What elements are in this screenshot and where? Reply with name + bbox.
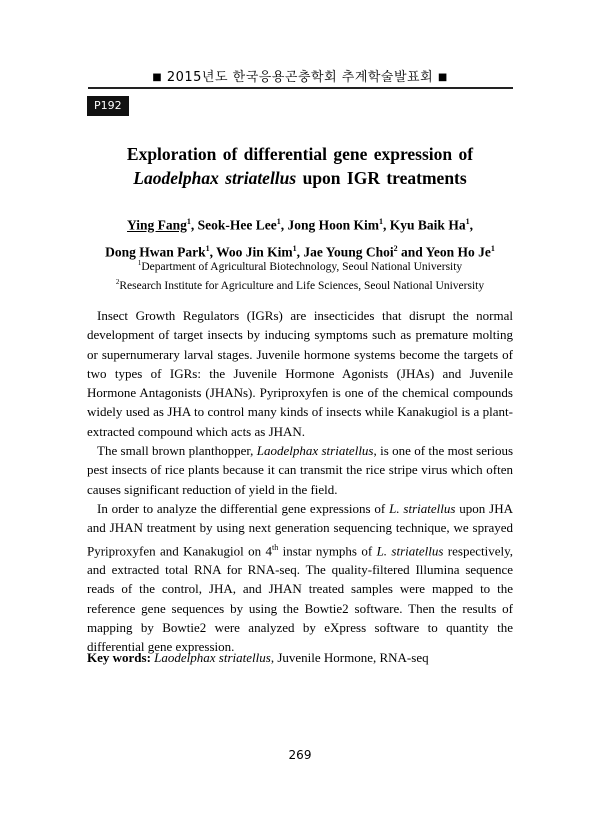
ordinal-superscript: th <box>271 542 279 552</box>
author-affiliation-mark: 1 <box>186 217 191 226</box>
conference-title: 2015년도 한국응용곤충학회 추계학술발표회 <box>166 70 434 85</box>
page-number: 269 <box>288 748 312 762</box>
author-name: Woo Jin Kim <box>216 244 293 259</box>
keywords-label: Key words: <box>87 650 151 665</box>
poster-id-badge: P192 <box>87 96 129 116</box>
text-run: respectively, and extracted total RNA for RNA-seq. The quality-filtered Illumina sequence reads of the control, JHA, and JHAN treated samples were mapped to the reference gene sequences by using the Bowtie2 software. Then the results of mapping by Bowtie2 were analyzed by eXpress software to quantity the differential gene expression. <box>87 542 513 655</box>
keywords <box>87 648 513 667</box>
text-run: , is one of the most serious pest insects of rice plants because it can transmit the rice stripe virus which often causes significant reduction of yield in the field. <box>87 443 514 497</box>
affiliation-text: Research Institute for Agriculture and Life Sciences, Seoul National University <box>119 279 485 292</box>
square-bullet-right: ■ <box>437 72 448 83</box>
species-name: Laodelphax striatellus <box>256 443 374 459</box>
author-name: Dong Hwan Park <box>105 244 206 259</box>
author-separator: and <box>397 244 426 259</box>
author-separator: , <box>383 217 390 233</box>
author-affiliation-mark: 1 <box>292 243 297 253</box>
author-name: Yeon Ho Je <box>425 244 491 259</box>
title-line-2-rest: upon IGR treatments <box>296 168 467 188</box>
author-separator: , <box>280 217 288 233</box>
keywords-rest: , Juvenile Hormone, RNA-seq <box>270 650 429 665</box>
abstract-body <box>87 306 513 657</box>
author-name: Jong Hoon Kim <box>287 217 380 233</box>
author-line-1 <box>60 210 540 237</box>
header-divider <box>88 87 513 89</box>
title-line-2 <box>60 166 540 190</box>
author-separator: , <box>209 244 217 259</box>
author-affiliation-mark: 1 <box>465 217 470 226</box>
author-affiliation-mark: 1 <box>276 217 281 226</box>
text-run: The small brown planthopper, <box>97 443 257 459</box>
paper-title <box>60 142 540 190</box>
author-separator: , <box>469 217 473 233</box>
author-separator: , <box>296 244 304 259</box>
title-line-1: Exploration of differential gene expression of <box>126 144 474 164</box>
author-affiliation-mark: 1 <box>490 243 495 253</box>
affiliation-number: 1 <box>137 259 142 267</box>
author-affiliation-mark: 2 <box>393 243 398 253</box>
author-name: Jae Young Choi <box>303 244 394 259</box>
square-bullet-left: ■ <box>152 72 163 83</box>
conference-header <box>0 66 600 85</box>
abstract-paragraph-2 <box>87 441 513 499</box>
affiliations <box>60 256 540 294</box>
abstract-paragraph-1: Insect Growth Regulators (IGRs) are insecticides that disrupt the normal development of target insects by inducing symptoms such as premature molting or supernumerary larval stages. Juvenile hormone systems become the targets of two types of IGRs: the Juvenile Hormone Agonists (JHAs) and Juvenile Hormone Antagonists (JHANs). Pyriproxyfen is one of the chemical compounds widely used as JHA to control many kinds of insects while Kanakugiol is a plant-extracted compound which acts as JHAN. <box>87 308 513 439</box>
title-species: Laodelphax striatellus <box>133 168 297 188</box>
author-affiliation-mark: 1 <box>379 217 384 226</box>
keyword-species: Laodelphax striatellus <box>154 650 271 665</box>
text-run: In order to analyze the differential gene expressions of <box>97 500 390 516</box>
author-separator: , <box>190 217 198 233</box>
text-run: upon JHA and JHAN treatment by using next generation sequencing technique, we sprayed Pyriproxyfen and Kanakugiol on 4 <box>87 500 513 558</box>
affiliation-1 <box>60 256 540 275</box>
abstract-paragraph-3 <box>87 499 513 657</box>
author-name: Kyu Baik Ha <box>389 217 466 233</box>
affiliation-text: Department of Agricultural Biotechnology, Seoul National University <box>141 260 463 273</box>
species-name: L. striatellus <box>389 500 456 516</box>
text-run: instar nymphs of <box>278 542 377 558</box>
author-affiliation-mark: 1 <box>205 243 210 253</box>
author-name: Seok-Hee Lee <box>197 217 277 233</box>
affiliation-number: 2 <box>115 277 120 286</box>
species-name: L. striatellus <box>376 542 444 558</box>
author-name: Ying Fang <box>127 217 187 233</box>
affiliation-2 <box>60 275 540 294</box>
